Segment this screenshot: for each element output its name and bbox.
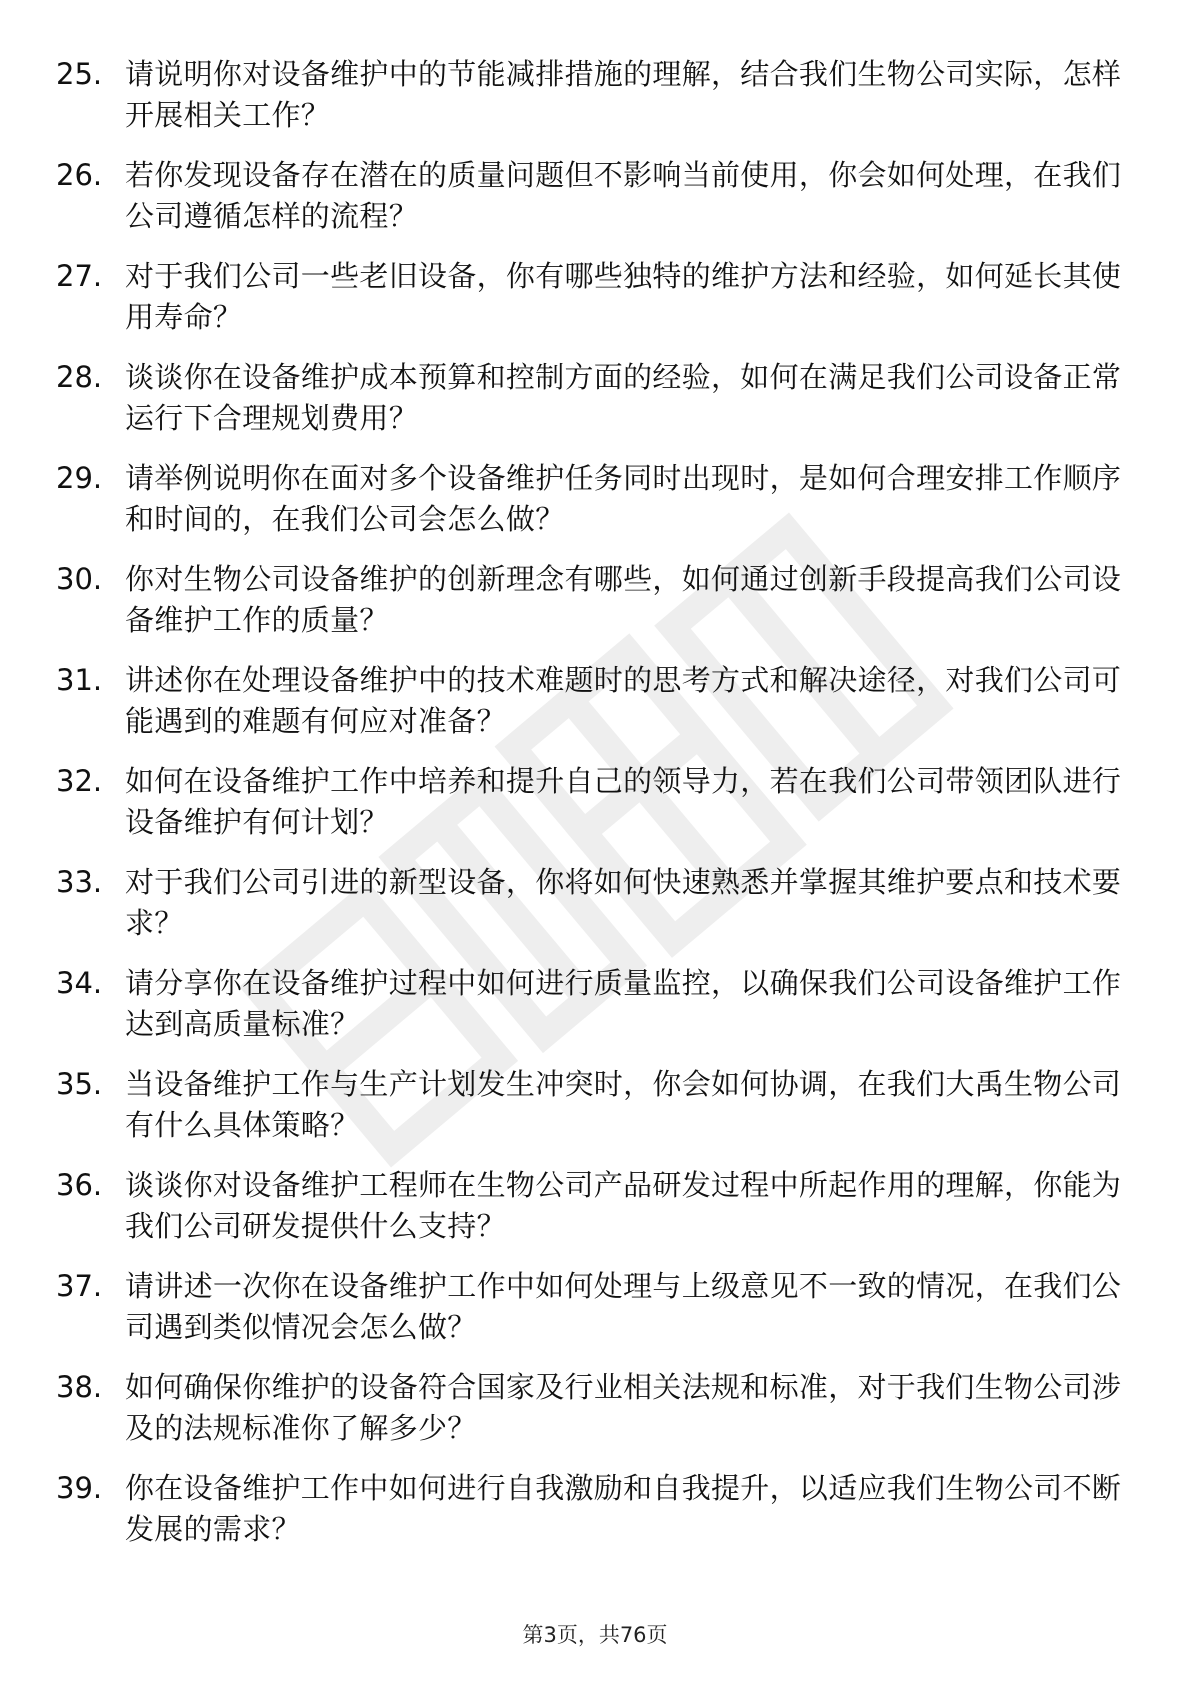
question-number: 27. bbox=[56, 259, 103, 293]
question-item bbox=[0, 549, 1190, 650]
question-text: 当设备维护工作与生产计划发生冲突时，你会如何协调，在我们大禹生物公司有什么具体策略？ bbox=[125, 1067, 1122, 1142]
question-list bbox=[0, 44, 1190, 1559]
question-text: 你在设备维护工作中如何进行自我激励和自我提升，以适应我们生物公司不断发展的需求？ bbox=[125, 1471, 1122, 1546]
question-text: 请讲述一次你在设备维护工作中如何处理与上级意见不一致的情况，在我们公司遇到类似情况会怎么做？ bbox=[125, 1269, 1122, 1344]
question-number: 39. bbox=[56, 1471, 103, 1505]
question-number: 36. bbox=[56, 1168, 103, 1202]
question-text: 请分享你在设备维护过程中如何进行质量监控，以确保我们公司设备维护工作达到高质量标准？ bbox=[125, 966, 1122, 1041]
question-number: 33. bbox=[56, 865, 103, 899]
page-indicator: 第3页，共76页 bbox=[522, 1623, 668, 1647]
question-item bbox=[0, 448, 1190, 549]
question-text: 若你发现设备存在潜在的质量问题但不影响当前使用，你会如何处理，在我们公司遵循怎样的流程？ bbox=[125, 158, 1122, 233]
question-text: 对于我们公司一些老旧设备，你有哪些独特的维护方法和经验，如何延长其使用寿命？ bbox=[125, 259, 1122, 334]
question-number: 30. bbox=[56, 562, 103, 596]
question-text: 如何在设备维护工作中培养和提升自己的领导力，若在我们公司带领团队进行设备维护有何计划？ bbox=[125, 764, 1122, 839]
question-text: 谈谈你在设备维护成本预算和控制方面的经验，如何在满足我们公司设备正常运行下合理规划费用？ bbox=[125, 360, 1122, 435]
question-text: 谈谈你对设备维护工程师在生物公司产品研发过程中所起作用的理解，你能为我们公司研发提供什么支持？ bbox=[125, 1168, 1122, 1243]
question-text: 你对生物公司设备维护的创新理念有哪些，如何通过创新手段提高我们公司设备维护工作的质量？ bbox=[125, 562, 1122, 637]
question-item bbox=[0, 1458, 1190, 1559]
question-number: 32. bbox=[56, 764, 103, 798]
question-text: 请举例说明你在面对多个设备维护任务同时出现时，是如何合理安排工作顺序和时间的，在我们公司会怎么做？ bbox=[125, 461, 1122, 536]
question-number: 25. bbox=[56, 57, 103, 91]
question-text: 请说明你对设备维护中的节能减排措施的理解，结合我们生物公司实际，怎样开展相关工作？ bbox=[125, 57, 1122, 132]
question-item bbox=[0, 1357, 1190, 1458]
question-number: 35. bbox=[56, 1067, 103, 1101]
question-item bbox=[0, 1155, 1190, 1256]
question-number: 26. bbox=[56, 158, 103, 192]
question-number: 31. bbox=[56, 663, 103, 697]
question-number: 29. bbox=[56, 461, 103, 495]
question-text: 如何确保你维护的设备符合国家及行业相关法规和标准，对于我们生物公司涉及的法规标准你了解多少？ bbox=[125, 1370, 1122, 1445]
question-text: 讲述你在处理设备维护中的技术难题时的思考方式和解决途径，对我们公司可能遇到的难题有何应对准备？ bbox=[125, 663, 1122, 738]
question-text: 对于我们公司引进的新型设备，你将如何快速熟悉并掌握其维护要点和技术要求？ bbox=[125, 865, 1122, 940]
question-number: 34. bbox=[56, 966, 103, 1000]
question-item bbox=[0, 650, 1190, 751]
question-item bbox=[0, 145, 1190, 246]
question-item bbox=[0, 953, 1190, 1054]
question-item bbox=[0, 44, 1190, 145]
question-item bbox=[0, 1054, 1190, 1155]
question-number: 38. bbox=[56, 1370, 103, 1404]
question-item bbox=[0, 347, 1190, 448]
question-item bbox=[0, 1256, 1190, 1357]
question-item bbox=[0, 852, 1190, 953]
question-number: 28. bbox=[56, 360, 103, 394]
question-item bbox=[0, 246, 1190, 347]
question-number: 37. bbox=[56, 1269, 103, 1303]
question-item bbox=[0, 751, 1190, 852]
